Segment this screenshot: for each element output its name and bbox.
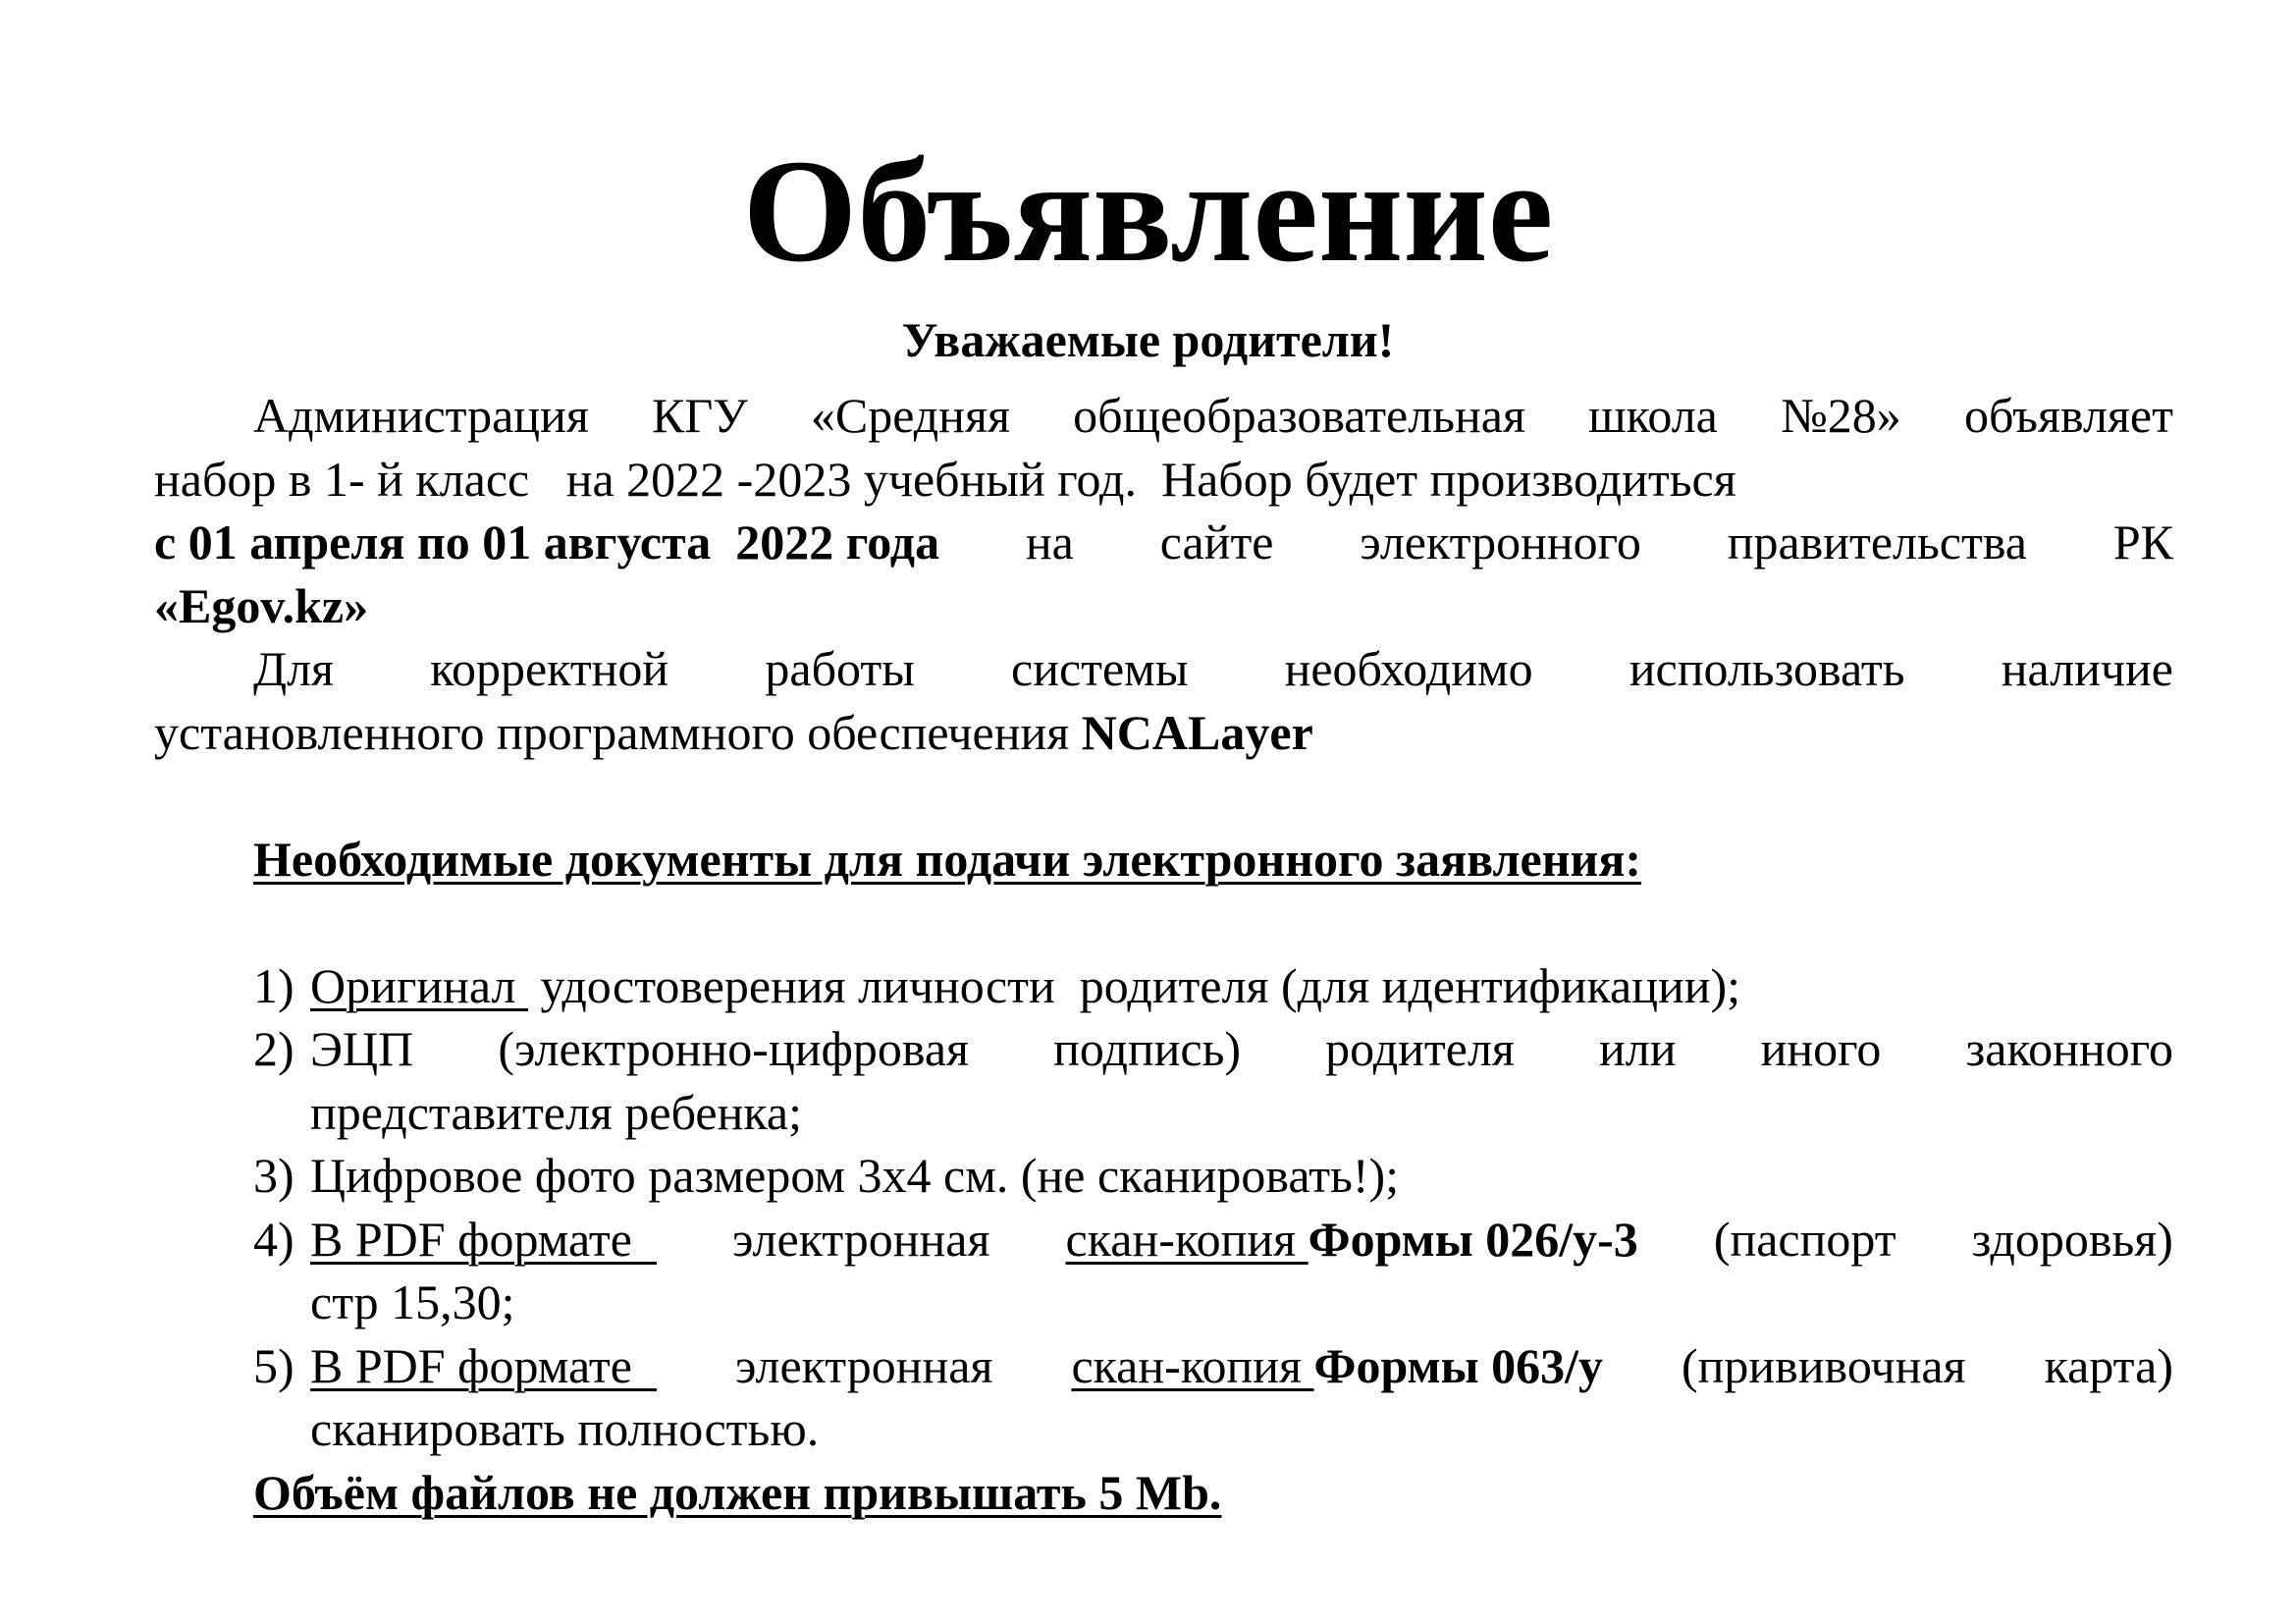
item-1: Оригинал удостоверения личности родителя (для идентификации);	[310, 958, 1741, 1013]
greeting: Уважаемые родители!	[901, 312, 1395, 367]
form-026-name: Формы 026/у-3	[1308, 1212, 1638, 1267]
item-3-number: 3)	[253, 1148, 294, 1203]
egov-site: «Egov.kz»	[154, 578, 369, 633]
item-1-number: 1)	[253, 958, 294, 1013]
page-title: Объявление	[742, 130, 1554, 293]
item-2-number: 2)	[253, 1021, 294, 1076]
item-4-line-1: В PDF формате электронная скан-копия Формы 026/у-3 (паспорт здоровья)	[310, 1212, 2173, 1267]
enrollment-dates: с 01 апреля по 01 августа 2022 года	[154, 514, 940, 569]
ncalayer-name: NCALayer	[1081, 705, 1313, 760]
system-line-1: Для корректной работы системы необходимо использовать наличие	[253, 641, 2173, 696]
item-2-line-1: ЭЦП (электронно-цифровая подпись) родителя или иного законного	[310, 1021, 2173, 1076]
item-2-line-2: представителя ребенка;	[310, 1085, 802, 1140]
file-size-note: Объём файлов не должен привышать 5 Mb.	[253, 1465, 1222, 1520]
item-5-line-2: сканировать полностью.	[310, 1401, 820, 1456]
item-5-number: 5)	[253, 1338, 294, 1393]
intro-line-2: набор в 1- й класс на 2022 -2023 учебный год. Набор будет производиться	[154, 452, 1736, 507]
item-4-number: 4)	[253, 1212, 294, 1267]
intro-line-3: с 01 апреля по 01 августа 2022 года на сайте электронного правительства РК	[154, 514, 2173, 569]
item-3: Цифровое фото размером 3х4 см. (не сканировать!);	[310, 1148, 1400, 1203]
form-063-name: Формы 063/у	[1313, 1338, 1604, 1393]
intro-line-1: Администрация КГУ «Средняя общеобразовательная школа №28» объявляет	[253, 388, 2173, 443]
item-5-line-1: В PDF формате электронная скан-копия Формы 063/у (прививочная карта)	[310, 1338, 2173, 1393]
system-line-2: установленного программного обеспечения NCALayer	[154, 705, 1313, 760]
item-4-line-2: стр 15,30;	[310, 1274, 515, 1329]
documents-heading: Необходимые документы для подачи электронного заявления:	[253, 832, 1642, 887]
